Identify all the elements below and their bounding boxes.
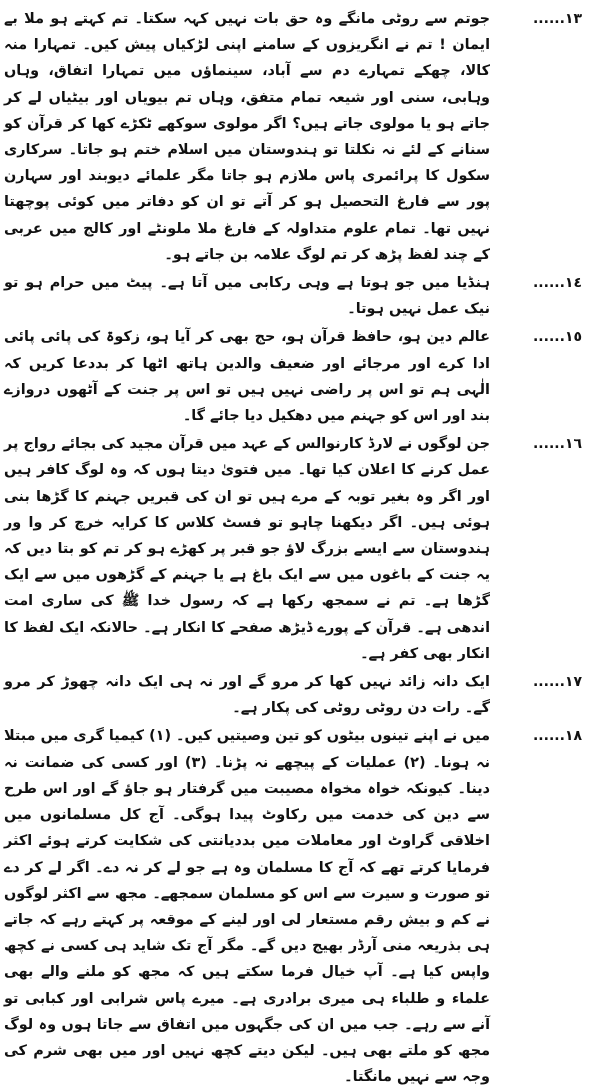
entry-18 [4,723,582,1090]
entry-text: میں نے اپنے تینوں بیٹوں کو تین وصیتیں کیں۔ (۱) کیمیا گری میں مبتلا نہ ہونا۔ (۲) عملیات کے پیچھے نہ پڑنا۔ (۳) اور کسی کی ضمانت نہ دینا۔ کیونکہ خواہ مخواہ مصیبت میں گرفتار ہو جاؤ گے اور اس طرح سے دین کی خدمت میں رکاوٹ پیدا ہوگی۔ آج کل مسلمانوں میں اخلاقی گراوٹ اور معاملات میں بددیانتی کی شکایت کرتے ہوئے اکثر فرمایا کرتے تھے کہ آج کا مسلمان وہ ہے جو لے کر نہ دے۔ اگر لے کر دے تو صورت و سیرت سے اس کو مسلمان سمجھے۔ مجھ سے اکثر لوگوں نے کم و بیش رقم مستعار لی اور لینے کے موقعہ پر کہتے رہے کہ جاتے ہی بذریعہ منی آرڈر بھیج دیں گے۔ مگر آج تک شاید ہی کسی نے کچھ واپس کیا ہے۔ آپ خیال فرما سکتے ہیں کہ مجھ کو ملنے والے بھی علماء و طلباء ہی میری برادری ہے۔ میرے پاس شرابی اور کبابی تو آنے سے رہے۔ جب میں ان کی جگہوں میں اتفاق سے جاتا ہوں وہ لوگ مجھ کو ملتے بھی ہیں۔ لیکن دیتے کچھ نہیں اور میں بھی شرم کی وجہ سے نہیں مانگتا۔ [4,728,490,1086]
entry-15 [4,324,582,429]
entry-text: جن لوگوں نے لارڈ کارنوالس کے عہد میں قرآن مجید کی بجائے رواج پر عمل کرنے کا اعلان کیا تھا۔ میں فتویٰ دیتا ہوں کہ وہ لوگ کافر ہیں اور اگر وہ بغیر توبہ کے مرے ہیں تو ان کی قبریں جہنم کا گڑھا بنی ہوئی ہیں۔ اگر دیکھنا چاہو تو فسٹ کلاس کا کرایہ خرچ کر وا ور ہندوستان سے ایسے بزرگ لاؤ جو قبر پر کھڑے ہو کر تم کو بتا دیں کہ یہ جنت کے باغوں میں سے ایک باغ ہے یا جہنم کے گڑھوں میں سے ایک گڑھا ہے۔ تم نے سمجھ رکھا ہے کہ رسول خدا ﷺ کی ساری امت اندھی ہے۔ قرآن کے پورے ڈیڑھ صفحے کا انکار ہے۔ حالانکہ ایک لفظ کا انکار بھی کفر ہے۔ [4,436,490,662]
entry-number: ١٣...... [532,11,582,27]
entry-17 [4,669,582,721]
entry-number: ١٨...... [532,728,582,745]
entry-text: جوتم سے روٹی مانگے وہ حق بات نہیں کہہ سکتا۔ تم کہتے ہو ملا بے ایمان ! تم نے انگریزوں کے سامنے اپنی لڑکیاں پیش کیں۔ تمہارا منہ کالا، چھکے تمہارے دم سے آباد، سینماؤں میں تمہارا اتفاق، وہاں وہابی، سنی اور شیعہ تمام متفق، وہاں تم بیویاں اور بیٹیاں لے کر جاتے ہو یا مولوی جاتے ہیں؟ اگر مولوی سوکھے ٹکڑے کھا کر قرآن کو سنانے کے لئے نہ نکلتا تو ہندوستان میں اسلام ختم ہو جاتا۔ سرکاری سکول کا پرائمری پاس ملازم ہو جاتا مگر علمائے دیوبند اور سہارن پور سے فارغ التحصیل ہو کر آتے تو ان کو دفاتر میں کوئی پوچھتا نہیں تھا۔ تمام علوم متداولہ کے فارغ ملا ملونٹے اور کالج میں عربی کے چند لفظ پڑھ کر تم لوگ علامہ بن جاتے ہو۔ [4,11,490,263]
entry-number: ١٤...... [532,275,582,292]
entry-text: ایک دانہ زائد نہیں کھا کر مرو گے اور نہ ہی ایک دانہ چھوڑ کر مرو گے۔ رات دن روٹی روٹی کی پکار ہے۔ [4,674,490,717]
entry-16 [4,431,582,667]
entry-13 [4,6,582,268]
entry-number: ١٥...... [532,329,582,346]
entry-text: عالم دین ہو، حافظ قرآن ہو، حج بھی کر آیا ہو، زکوۃ کی پائی پائی ادا کرے اور مرجائے اور ضعیف والدین ہاتھ اٹھا کر بددعا کریں کہ الٰہی ہم تو اس پر راضی نہیں ہیں تو اس پر جنت کے آٹھوں دروازے بند اور اس کو جہنم میں دھکیل دیا جائے گا۔ [4,329,490,425]
entry-text: ہنڈیا میں جو ہوتا ہے وہی رکابی میں آتا ہے۔ پیٹ میں حرام ہو تو نیک عمل نہیں ہوتا۔ [4,275,490,318]
entry-number: ١٦...... [532,436,582,453]
entry-number: ١٧...... [532,674,582,691]
entry-14 [4,270,582,322]
